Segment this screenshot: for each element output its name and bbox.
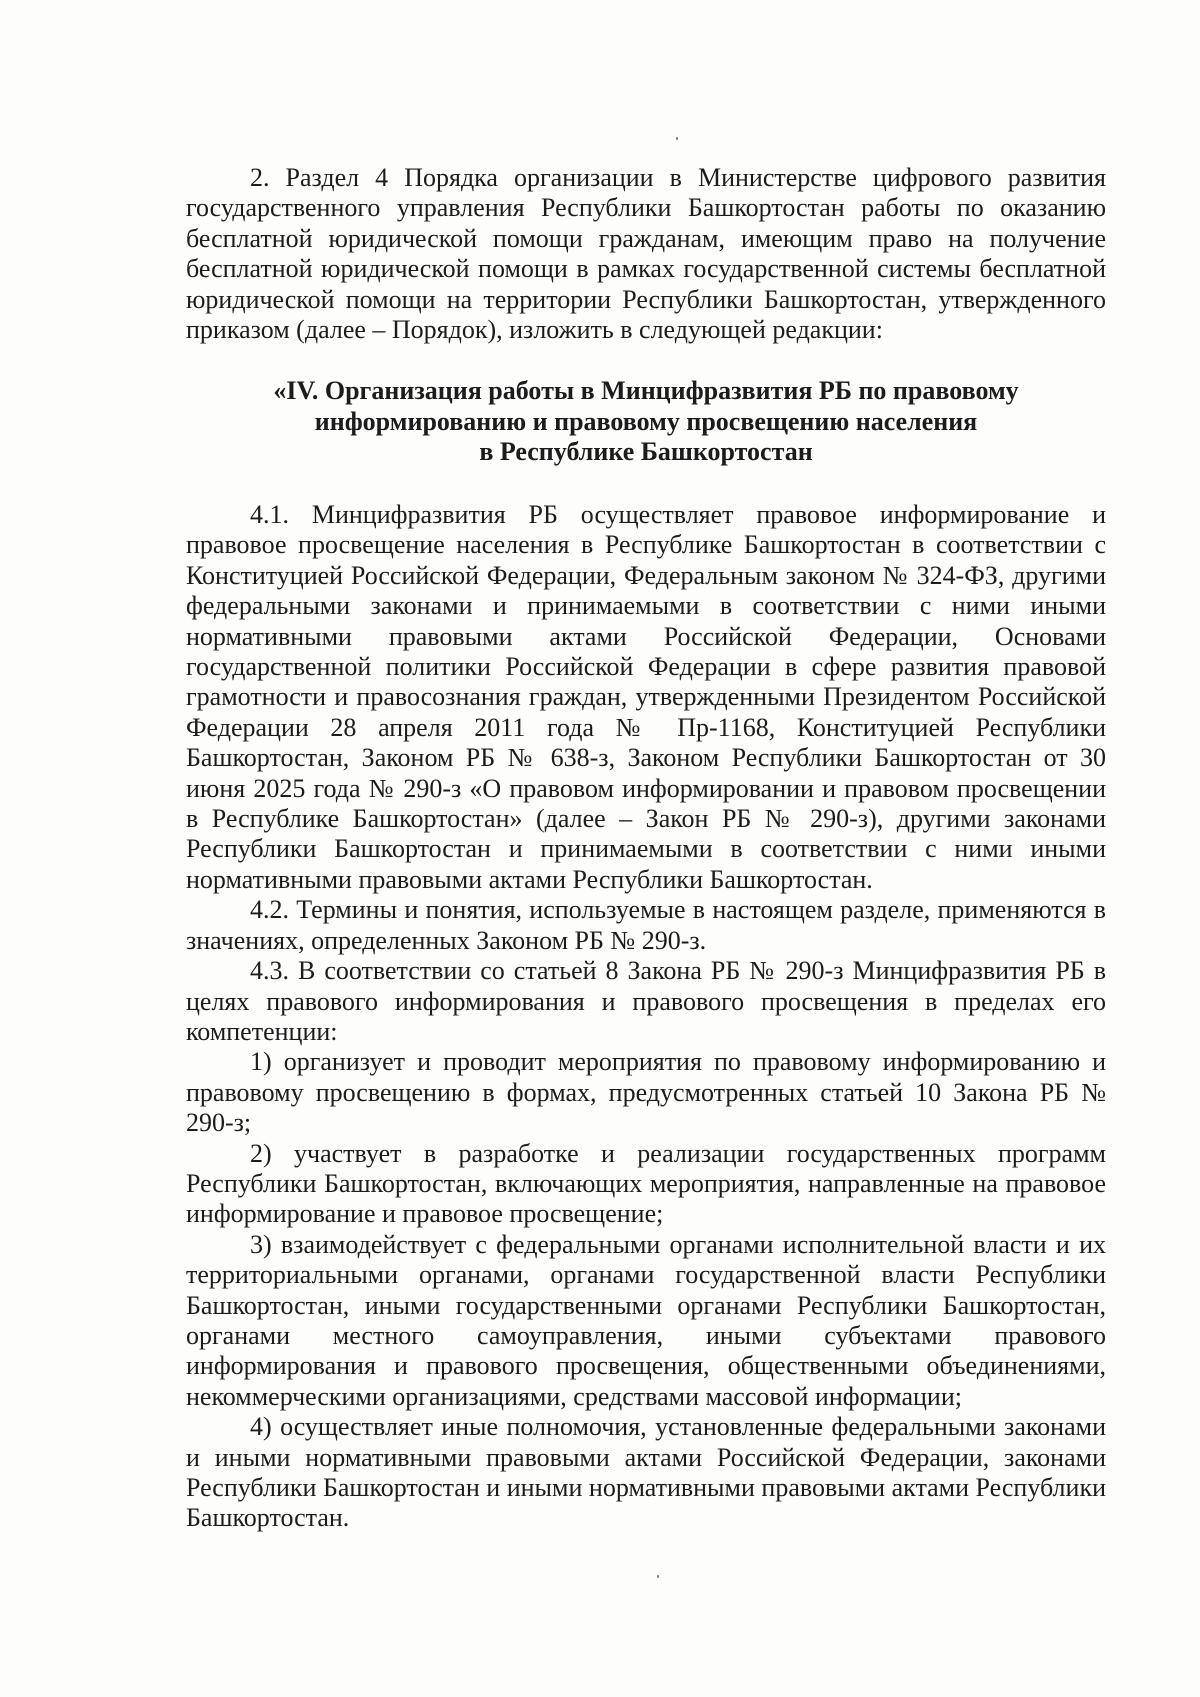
scan-speck	[657, 1575, 659, 1578]
list-item-4: 4) осуществляет иные полномочия, установленные федеральными законами и иными нормативными правовыми актами Российской Федерации, законами Республики Башкортостан и иными нормативными правовыми актами Республики Башкортостан.	[186, 1412, 1106, 1533]
scan-speck	[676, 137, 678, 140]
paragraph-4-3: 4.3. В соответствии со статьей 8 Закона РБ № 290-з Минцифразвития РБ в целях правового информирования и правового просвещения в пределах его компетенции:	[186, 956, 1106, 1046]
intro-block	[186, 163, 1106, 345]
list-item-2: 2) участвует в разработке и реализации государственных программ Республики Башкортостан, включающих мероприятия, направленные на правовое информирование и правовое просвещение;	[186, 1138, 1106, 1229]
section-title-line-2: информированию и правовому просвещению населения	[314, 406, 978, 436]
list-item-3: 3) взаимодействует с федеральными органами исполнительной власти и их территориальными органами, органами государственной власти Республики Башкортостан, иными государственными органами Республики Башкортостан, органами местного самоуправления, иными субъектами правового информирования и правового просвещения, общественными объединениями, некоммерческими организациями, средствами массовой информации;	[186, 1229, 1106, 1411]
section-body	[186, 500, 1106, 1534]
section-title	[186, 376, 1106, 468]
section-title-line-3: в Республике Башкортостан	[479, 437, 813, 466]
paragraph-4-2: 4.2. Термины и понятия, используемые в настоящем разделе, применяются в значениях, определенных Законом РБ № 290-з.	[186, 895, 1106, 955]
paragraph-4-1: 4.1. Минцифразвития РБ осуществляет правовое информирование и правовое просвещение населения в Республике Башкортостан в соответствии с Конституцией Российской Федерации, Федеральным законом № 324-ФЗ, другими федеральными законами и принимаемыми в соответствии с ними иными нормативными правовыми актами Российской Федерации, Основами государственной политики Российской Федерации в сфере развития правовой грамотности и правосознания граждан, утвержденными Президентом Российской Федерации 28 апреля 2011 года № Пр-1168, Конституцией Республики Башкортостан, Законом РБ № 638-з, Законом Республики Башкортостан от 30 июня 2025 года № 290-з «О правовом информировании и правовом просвещении в Республике Башкортостан» (далее – Закон РБ № 290-з), другими законами Республики Башкортостан и принимаемыми в соответствии с ними иными нормативными правовыми актами Республики Башкортостан.	[186, 500, 1106, 894]
list-item-1: 1) организует и проводит мероприятия по правовому информированию и правовому просвещению в формах, предусмотренных статьей 10 Закона РБ № 290-з;	[186, 1047, 1106, 1138]
intro-paragraph: 2. Раздел 4 Порядка организации в Министерстве цифрового развития государственного управления Республики Башкортостан работы по оказанию бесплатной юридической помощи гражданам, имеющим право на получение бесплатной юридической помощи в рамках государственной системы бесплатной юридической помощи на территории Республики Башкортостан, утвержденного приказом (далее – Порядок), изложить в следующей редакции:	[186, 163, 1106, 345]
section-title-line-1: «IV. Организация работы в Минцифразвития РБ по правовому	[273, 376, 1019, 405]
